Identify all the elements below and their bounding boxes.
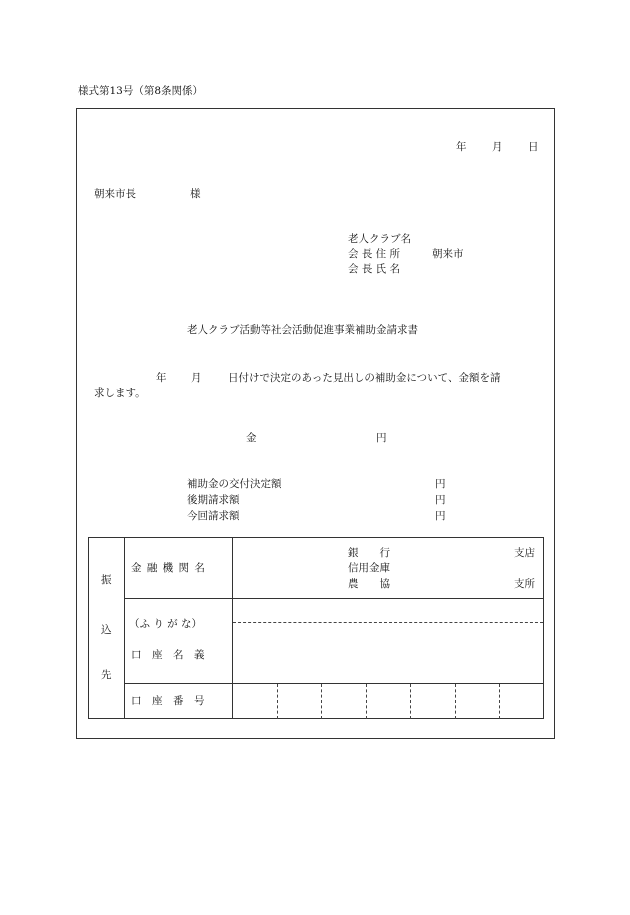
furigana-label: （ふ り が な） xyxy=(129,618,203,630)
noukyou-option: 農 協 xyxy=(348,578,390,590)
table-divider xyxy=(124,537,125,719)
amount-unit: 円 xyxy=(376,432,387,444)
table-divider xyxy=(124,598,544,599)
branch-shiten: 支店 xyxy=(514,547,535,559)
breakdown-unit: 円 xyxy=(435,494,446,506)
amount-label: 金 xyxy=(246,432,257,444)
breakdown-label: 補助金の交付決定額 xyxy=(187,478,282,490)
transfer-section-char: 振 xyxy=(101,574,112,586)
transfer-section-char: 先 xyxy=(101,669,112,681)
digit-separator xyxy=(321,684,322,719)
account-number-label: 口 座 番 号 xyxy=(131,695,205,707)
furigana-dashed-line xyxy=(233,622,543,623)
table-divider xyxy=(124,683,544,684)
breakdown-label: 今回請求額 xyxy=(187,510,240,522)
digit-separator xyxy=(499,684,500,719)
breakdown-unit: 円 xyxy=(435,510,446,522)
account-name-label: 口 座 名 義 xyxy=(131,649,205,661)
addressee-honorific: 様 xyxy=(190,188,201,200)
shinkin-option: 信用金庫 xyxy=(348,562,390,574)
bank-option: 銀 行 xyxy=(348,547,390,559)
body-month: 月 xyxy=(191,372,202,384)
body-line-1: 日付けで決定のあった見出しの補助金について、金額を請 xyxy=(228,372,501,384)
president-address-value: 朝来市 xyxy=(432,248,464,260)
digit-separator xyxy=(410,684,411,719)
institution-label: 金 融 機 関 名 xyxy=(131,562,206,574)
addressee-name: 朝来市長 xyxy=(94,188,136,200)
digit-separator xyxy=(366,684,367,719)
president-name-label: 会 長 氏 名 xyxy=(348,263,401,275)
president-address-label: 会 長 住 所 xyxy=(348,248,401,260)
table-divider xyxy=(232,537,233,719)
breakdown-unit: 円 xyxy=(435,478,446,490)
form-number: 様式第13号（第8条関係） xyxy=(78,85,204,97)
document-title: 老人クラブ活動等社会活動促進事業補助金請求書 xyxy=(187,324,418,336)
digit-separator xyxy=(277,684,278,719)
body-line-2: 求します。 xyxy=(94,387,146,399)
date-month: 月 xyxy=(492,141,503,153)
date-day: 日 xyxy=(528,141,539,153)
club-name-label: 老人クラブ名 xyxy=(348,233,411,245)
digit-separator xyxy=(455,684,456,719)
date-year: 年 xyxy=(456,141,467,153)
branch-shisho: 支所 xyxy=(514,578,535,590)
transfer-section-char: 込 xyxy=(101,624,112,636)
breakdown-label: 後期請求額 xyxy=(187,494,240,506)
body-year: 年 xyxy=(156,372,167,384)
